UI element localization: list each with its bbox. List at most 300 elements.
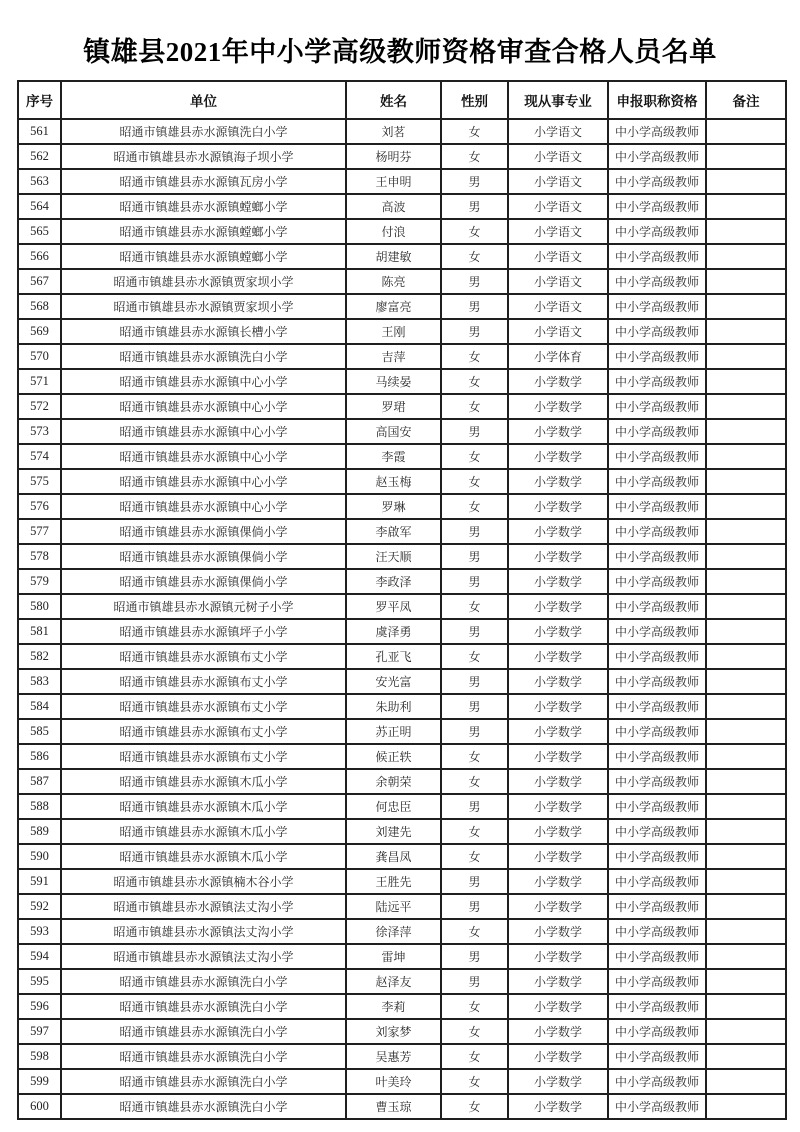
cell-unit: 昭通市镇雄县赤水源镇倮倘小学 [61, 519, 346, 544]
cell-unit: 昭通市镇雄县赤水源镇中心小学 [61, 469, 346, 494]
cell-gender: 女 [441, 769, 508, 794]
cell-unit: 昭通市镇雄县赤水源镇中心小学 [61, 369, 346, 394]
cell-title-qualification: 中小学高级教师 [608, 469, 706, 494]
cell-specialty: 小学语文 [508, 319, 608, 344]
cell-serial: 564 [18, 194, 61, 219]
cell-name: 李政泽 [346, 569, 441, 594]
cell-specialty: 小学数学 [508, 494, 608, 519]
cell-specialty: 小学数学 [508, 794, 608, 819]
cell-unit: 昭通市镇雄县赤水源镇倮倘小学 [61, 569, 346, 594]
cell-remark [706, 319, 786, 344]
cell-serial: 589 [18, 819, 61, 844]
cell-name: 虞泽勇 [346, 619, 441, 644]
cell-gender: 男 [441, 569, 508, 594]
cell-specialty: 小学数学 [508, 369, 608, 394]
table-row [18, 1069, 786, 1094]
cell-gender: 男 [441, 294, 508, 319]
cell-unit: 昭通市镇雄县赤水源镇布丈小学 [61, 719, 346, 744]
cell-serial: 561 [18, 119, 61, 144]
table-row [18, 969, 786, 994]
cell-serial: 571 [18, 369, 61, 394]
cell-gender: 女 [441, 594, 508, 619]
cell-specialty: 小学数学 [508, 1019, 608, 1044]
cell-title-qualification: 中小学高级教师 [608, 894, 706, 919]
cell-remark [706, 1019, 786, 1044]
cell-specialty: 小学数学 [508, 419, 608, 444]
cell-title-qualification: 中小学高级教师 [608, 519, 706, 544]
cell-specialty: 小学语文 [508, 194, 608, 219]
cell-title-qualification: 中小学高级教师 [608, 294, 706, 319]
table-row [18, 394, 786, 419]
cell-specialty: 小学数学 [508, 819, 608, 844]
cell-serial: 578 [18, 544, 61, 569]
cell-title-qualification: 中小学高级教师 [608, 819, 706, 844]
cell-title-qualification: 中小学高级教师 [608, 569, 706, 594]
cell-serial: 599 [18, 1069, 61, 1094]
cell-specialty: 小学数学 [508, 744, 608, 769]
cell-serial: 584 [18, 694, 61, 719]
cell-gender: 女 [441, 244, 508, 269]
cell-serial: 581 [18, 619, 61, 644]
cell-gender: 女 [441, 744, 508, 769]
cell-remark [706, 169, 786, 194]
cell-name: 候正轶 [346, 744, 441, 769]
cell-gender: 女 [441, 394, 508, 419]
cell-remark [706, 194, 786, 219]
cell-title-qualification: 中小学高级教师 [608, 794, 706, 819]
cell-unit: 昭通市镇雄县赤水源镇倮倘小学 [61, 544, 346, 569]
cell-specialty: 小学数学 [508, 994, 608, 1019]
cell-gender: 女 [441, 369, 508, 394]
cell-serial: 587 [18, 769, 61, 794]
cell-name: 陈亮 [346, 269, 441, 294]
cell-remark [706, 519, 786, 544]
cell-gender: 男 [441, 694, 508, 719]
cell-unit: 昭通市镇雄县赤水源镇瓦房小学 [61, 169, 346, 194]
cell-specialty: 小学语文 [508, 294, 608, 319]
cell-name: 李莉 [346, 994, 441, 1019]
cell-title-qualification: 中小学高级教师 [608, 919, 706, 944]
cell-unit: 昭通市镇雄县赤水源镇洗白小学 [61, 994, 346, 1019]
cell-remark [706, 944, 786, 969]
cell-specialty: 小学数学 [508, 1044, 608, 1069]
table-row [18, 344, 786, 369]
cell-remark [706, 919, 786, 944]
cell-remark [706, 869, 786, 894]
cell-gender: 女 [441, 1094, 508, 1119]
cell-name: 曹玉琼 [346, 1094, 441, 1119]
cell-remark [706, 494, 786, 519]
cell-specialty: 小学语文 [508, 119, 608, 144]
cell-title-qualification: 中小学高级教师 [608, 644, 706, 669]
cell-title-qualification: 中小学高级教师 [608, 319, 706, 344]
cell-title-qualification: 中小学高级教师 [608, 944, 706, 969]
cell-unit: 昭通市镇雄县赤水源镇螳螂小学 [61, 194, 346, 219]
cell-title-qualification: 中小学高级教师 [608, 144, 706, 169]
cell-remark [706, 544, 786, 569]
table-body [18, 119, 786, 1119]
cell-name: 陆远平 [346, 894, 441, 919]
cell-unit: 昭通市镇雄县赤水源镇洗白小学 [61, 119, 346, 144]
cell-specialty: 小学数学 [508, 469, 608, 494]
cell-title-qualification: 中小学高级教师 [608, 1094, 706, 1119]
cell-unit: 昭通市镇雄县赤水源镇洗白小学 [61, 1094, 346, 1119]
table-row [18, 569, 786, 594]
cell-name: 徐泽萍 [346, 919, 441, 944]
table-row [18, 819, 786, 844]
cell-gender: 女 [441, 819, 508, 844]
cell-title-qualification: 中小学高级教师 [608, 419, 706, 444]
table-row [18, 719, 786, 744]
table-row [18, 119, 786, 144]
cell-specialty: 小学数学 [508, 569, 608, 594]
table-row [18, 419, 786, 444]
cell-name: 高国安 [346, 419, 441, 444]
cell-unit: 昭通市镇雄县赤水源镇中心小学 [61, 444, 346, 469]
cell-name: 孔亚飞 [346, 644, 441, 669]
table-row [18, 319, 786, 344]
cell-unit: 昭通市镇雄县赤水源镇贾家坝小学 [61, 294, 346, 319]
cell-remark [706, 144, 786, 169]
table-row [18, 744, 786, 769]
cell-name: 朱助利 [346, 694, 441, 719]
cell-gender: 男 [441, 619, 508, 644]
cell-specialty: 小学语文 [508, 244, 608, 269]
cell-remark [706, 619, 786, 644]
cell-name: 赵玉梅 [346, 469, 441, 494]
table-row [18, 769, 786, 794]
cell-gender: 男 [441, 169, 508, 194]
table-row [18, 669, 786, 694]
cell-remark [706, 794, 786, 819]
cell-gender: 男 [441, 519, 508, 544]
cell-name: 叶美玲 [346, 1069, 441, 1094]
cell-unit: 昭通市镇雄县赤水源镇海子坝小学 [61, 144, 346, 169]
cell-name: 胡建敏 [346, 244, 441, 269]
cell-gender: 女 [441, 644, 508, 669]
cell-serial: 575 [18, 469, 61, 494]
cell-specialty: 小学数学 [508, 619, 608, 644]
cell-gender: 男 [441, 669, 508, 694]
cell-gender: 女 [441, 494, 508, 519]
cell-serial: 588 [18, 794, 61, 819]
cell-remark [706, 894, 786, 919]
cell-name: 吴惠芳 [346, 1044, 441, 1069]
cell-serial: 566 [18, 244, 61, 269]
roster-table [17, 80, 787, 1120]
cell-title-qualification: 中小学高级教师 [608, 494, 706, 519]
cell-gender: 男 [441, 269, 508, 294]
header-specialty: 现从事专业 [508, 81, 608, 119]
cell-remark [706, 444, 786, 469]
cell-specialty: 小学语文 [508, 169, 608, 194]
header-remark: 备注 [706, 81, 786, 119]
table-row [18, 644, 786, 669]
cell-remark [706, 369, 786, 394]
cell-specialty: 小学数学 [508, 444, 608, 469]
table-row [18, 994, 786, 1019]
cell-gender: 女 [441, 844, 508, 869]
cell-title-qualification: 中小学高级教师 [608, 544, 706, 569]
cell-serial: 582 [18, 644, 61, 669]
table-row [18, 219, 786, 244]
cell-remark [706, 294, 786, 319]
cell-serial: 595 [18, 969, 61, 994]
cell-unit: 昭通市镇雄县赤水源镇洗白小学 [61, 1019, 346, 1044]
table-row [18, 269, 786, 294]
header-name: 姓名 [346, 81, 441, 119]
cell-serial: 596 [18, 994, 61, 1019]
table-row [18, 919, 786, 944]
cell-serial: 580 [18, 594, 61, 619]
cell-gender: 男 [441, 544, 508, 569]
cell-specialty: 小学数学 [508, 644, 608, 669]
cell-gender: 女 [441, 1069, 508, 1094]
cell-name: 刘茗 [346, 119, 441, 144]
cell-gender: 女 [441, 144, 508, 169]
cell-unit: 昭通市镇雄县赤水源镇法丈沟小学 [61, 919, 346, 944]
cell-specialty: 小学数学 [508, 769, 608, 794]
cell-title-qualification: 中小学高级教师 [608, 119, 706, 144]
cell-name: 吉萍 [346, 344, 441, 369]
cell-unit: 昭通市镇雄县赤水源镇楠木谷小学 [61, 869, 346, 894]
cell-serial: 590 [18, 844, 61, 869]
cell-unit: 昭通市镇雄县赤水源镇木瓜小学 [61, 844, 346, 869]
cell-name: 王胜先 [346, 869, 441, 894]
cell-remark [706, 719, 786, 744]
cell-name: 李啟军 [346, 519, 441, 544]
cell-title-qualification: 中小学高级教师 [608, 344, 706, 369]
cell-unit: 昭通市镇雄县赤水源镇洗白小学 [61, 969, 346, 994]
table-row [18, 469, 786, 494]
table-row [18, 694, 786, 719]
cell-unit: 昭通市镇雄县赤水源镇法丈沟小学 [61, 944, 346, 969]
cell-unit: 昭通市镇雄县赤水源镇法丈沟小学 [61, 894, 346, 919]
cell-title-qualification: 中小学高级教师 [608, 694, 706, 719]
cell-remark [706, 244, 786, 269]
cell-serial: 583 [18, 669, 61, 694]
cell-specialty: 小学语文 [508, 144, 608, 169]
cell-remark [706, 1069, 786, 1094]
cell-name: 赵泽友 [346, 969, 441, 994]
cell-unit: 昭通市镇雄县赤水源镇洗白小学 [61, 1069, 346, 1094]
page-title: 镇雄县2021年中小学高级教师资格审查合格人员名单 [83, 37, 717, 67]
cell-specialty: 小学数学 [508, 969, 608, 994]
cell-specialty: 小学数学 [508, 919, 608, 944]
cell-gender: 男 [441, 944, 508, 969]
cell-specialty: 小学数学 [508, 844, 608, 869]
cell-remark [706, 569, 786, 594]
cell-specialty: 小学数学 [508, 894, 608, 919]
cell-title-qualification: 中小学高级教师 [608, 169, 706, 194]
cell-name: 杨明芬 [346, 144, 441, 169]
cell-title-qualification: 中小学高级教师 [608, 394, 706, 419]
cell-title-qualification: 中小学高级教师 [608, 869, 706, 894]
cell-remark [706, 969, 786, 994]
cell-gender: 男 [441, 194, 508, 219]
table-row [18, 494, 786, 519]
cell-title-qualification: 中小学高级教师 [608, 769, 706, 794]
cell-unit: 昭通市镇雄县赤水源镇中心小学 [61, 494, 346, 519]
cell-name: 汪天顺 [346, 544, 441, 569]
cell-gender: 男 [441, 319, 508, 344]
cell-unit: 昭通市镇雄县赤水源镇贾家坝小学 [61, 269, 346, 294]
cell-remark [706, 344, 786, 369]
cell-name: 王申明 [346, 169, 441, 194]
table-row [18, 1044, 786, 1069]
header-gender: 性别 [441, 81, 508, 119]
cell-remark [706, 1044, 786, 1069]
header-unit: 单位 [61, 81, 346, 119]
table-row [18, 894, 786, 919]
table-row [18, 1094, 786, 1119]
cell-unit: 昭通市镇雄县赤水源镇布丈小学 [61, 694, 346, 719]
cell-specialty: 小学数学 [508, 544, 608, 569]
table-row [18, 544, 786, 569]
cell-serial: 591 [18, 869, 61, 894]
cell-name: 罗珺 [346, 394, 441, 419]
cell-remark [706, 594, 786, 619]
cell-name: 罗琳 [346, 494, 441, 519]
table-row [18, 369, 786, 394]
cell-name: 何忠臣 [346, 794, 441, 819]
table-row [18, 194, 786, 219]
cell-unit: 昭通市镇雄县赤水源镇布丈小学 [61, 669, 346, 694]
cell-title-qualification: 中小学高级教师 [608, 369, 706, 394]
cell-remark [706, 744, 786, 769]
cell-serial: 594 [18, 944, 61, 969]
cell-name: 李霞 [346, 444, 441, 469]
cell-specialty: 小学数学 [508, 669, 608, 694]
cell-title-qualification: 中小学高级教师 [608, 969, 706, 994]
cell-unit: 昭通市镇雄县赤水源镇木瓜小学 [61, 769, 346, 794]
cell-unit: 昭通市镇雄县赤水源镇洗白小学 [61, 344, 346, 369]
cell-title-qualification: 中小学高级教师 [608, 1019, 706, 1044]
cell-serial: 569 [18, 319, 61, 344]
cell-gender: 女 [441, 919, 508, 944]
cell-name: 龚昌凤 [346, 844, 441, 869]
cell-title-qualification: 中小学高级教师 [608, 444, 706, 469]
cell-remark [706, 669, 786, 694]
table-row [18, 294, 786, 319]
cell-serial: 567 [18, 269, 61, 294]
cell-gender: 女 [441, 219, 508, 244]
cell-name: 余朝荣 [346, 769, 441, 794]
cell-gender: 男 [441, 419, 508, 444]
cell-title-qualification: 中小学高级教师 [608, 244, 706, 269]
cell-serial: 597 [18, 1019, 61, 1044]
header-serial: 序号 [18, 81, 61, 119]
cell-remark [706, 644, 786, 669]
cell-title-qualification: 中小学高级教师 [608, 1044, 706, 1069]
cell-serial: 576 [18, 494, 61, 519]
cell-remark [706, 694, 786, 719]
cell-remark [706, 119, 786, 144]
cell-serial: 585 [18, 719, 61, 744]
cell-specialty: 小学体育 [508, 344, 608, 369]
cell-name: 安光富 [346, 669, 441, 694]
cell-title-qualification: 中小学高级教师 [608, 219, 706, 244]
cell-name: 廖富亮 [346, 294, 441, 319]
cell-gender: 女 [441, 994, 508, 1019]
cell-remark [706, 994, 786, 1019]
cell-unit: 昭通市镇雄县赤水源镇木瓜小学 [61, 794, 346, 819]
cell-serial: 570 [18, 344, 61, 369]
cell-gender: 女 [441, 119, 508, 144]
cell-serial: 592 [18, 894, 61, 919]
table-row [18, 594, 786, 619]
table-row [18, 944, 786, 969]
cell-name: 马续晏 [346, 369, 441, 394]
cell-specialty: 小学语文 [508, 269, 608, 294]
cell-specialty: 小学数学 [508, 869, 608, 894]
cell-unit: 昭通市镇雄县赤水源镇中心小学 [61, 419, 346, 444]
cell-name: 高波 [346, 194, 441, 219]
cell-title-qualification: 中小学高级教师 [608, 719, 706, 744]
cell-name: 刘家梦 [346, 1019, 441, 1044]
cell-serial: 565 [18, 219, 61, 244]
cell-gender: 男 [441, 719, 508, 744]
cell-name: 雷坤 [346, 944, 441, 969]
cell-serial: 579 [18, 569, 61, 594]
cell-gender: 男 [441, 894, 508, 919]
cell-serial: 573 [18, 419, 61, 444]
cell-gender: 女 [441, 1044, 508, 1069]
cell-specialty: 小学数学 [508, 719, 608, 744]
cell-specialty: 小学数学 [508, 1069, 608, 1094]
cell-gender: 男 [441, 794, 508, 819]
header-row [18, 81, 786, 119]
cell-unit: 昭通市镇雄县赤水源镇元树子小学 [61, 594, 346, 619]
cell-title-qualification: 中小学高级教师 [608, 594, 706, 619]
cell-remark [706, 269, 786, 294]
cell-name: 苏正明 [346, 719, 441, 744]
header-title-qualification: 申报职称资格 [608, 81, 706, 119]
table-row [18, 444, 786, 469]
cell-unit: 昭通市镇雄县赤水源镇木瓜小学 [61, 819, 346, 844]
cell-serial: 568 [18, 294, 61, 319]
cell-remark [706, 769, 786, 794]
cell-serial: 586 [18, 744, 61, 769]
table-row [18, 244, 786, 269]
cell-gender: 女 [441, 444, 508, 469]
cell-gender: 女 [441, 344, 508, 369]
cell-name: 王刚 [346, 319, 441, 344]
cell-serial: 593 [18, 919, 61, 944]
cell-title-qualification: 中小学高级教师 [608, 1069, 706, 1094]
cell-remark [706, 844, 786, 869]
cell-name: 付浪 [346, 219, 441, 244]
cell-serial: 562 [18, 144, 61, 169]
cell-remark [706, 419, 786, 444]
cell-unit: 昭通市镇雄县赤水源镇长槽小学 [61, 319, 346, 344]
cell-unit: 昭通市镇雄县赤水源镇布丈小学 [61, 744, 346, 769]
cell-specialty: 小学数学 [508, 694, 608, 719]
table-row [18, 144, 786, 169]
cell-serial: 563 [18, 169, 61, 194]
cell-gender: 女 [441, 469, 508, 494]
table-row [18, 169, 786, 194]
cell-title-qualification: 中小学高级教师 [608, 619, 706, 644]
cell-unit: 昭通市镇雄县赤水源镇坪子小学 [61, 619, 346, 644]
cell-title-qualification: 中小学高级教师 [608, 744, 706, 769]
cell-specialty: 小学数学 [508, 1094, 608, 1119]
table-row [18, 519, 786, 544]
cell-specialty: 小学数学 [508, 394, 608, 419]
cell-remark [706, 394, 786, 419]
cell-remark [706, 1094, 786, 1119]
cell-specialty: 小学数学 [508, 944, 608, 969]
